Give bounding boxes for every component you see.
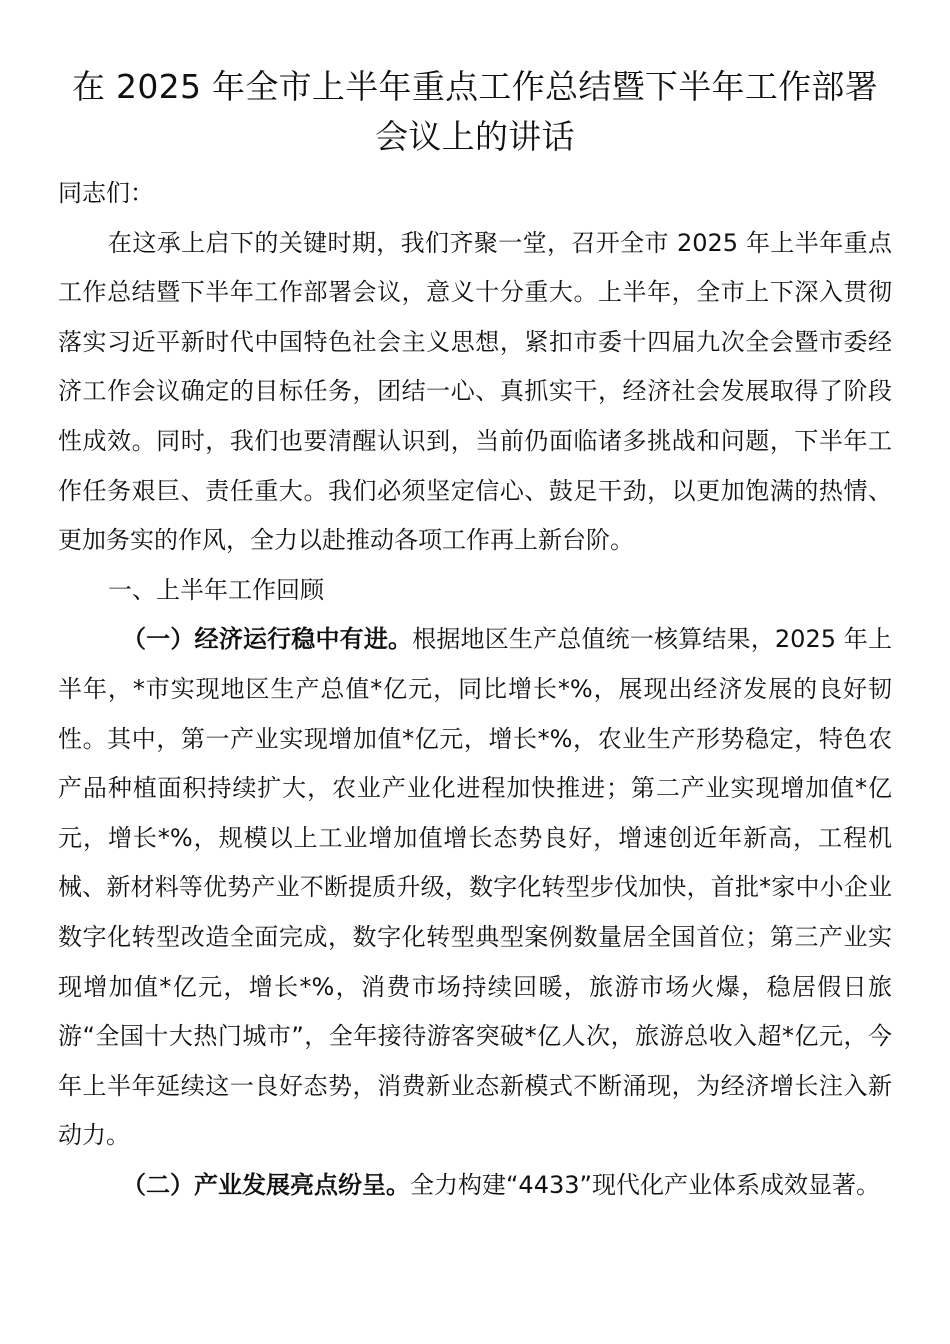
subsection-2-heading: （二）产业发展亮点纷呈。 — [122, 1170, 410, 1199]
subsection-1-paragraph — [58, 615, 892, 1161]
speech-body — [58, 169, 892, 1210]
speech-title: 在 2025 年全市上半年重点工作总结暨下半年工作部署会议上的讲话 — [71, 67, 879, 156]
subsection-2-paragraph — [58, 1161, 892, 1211]
subsection-1-text: 根据地区生产总值统一核算结果，2025 年上半年，*市实现地区生产总值*亿元，同比增长*%，展现出经济发展的良好韧性。其中，第一产业实现增加值*亿元，增长*%，农业生产形势稳定，特色农产品种植面积持续扩大，农业产业化进程加快推进；第二产业实现增加值*亿元，增长*%，规模以上工业增加值增长态势良好，增速创近年新高，工程机械、新材料等优势产业不断提质升级，数字化转型步伐加快，首批*家中小企业数字化转型改造全面完成，数字化转型典型案例数量居全国首位；第三产业实现增加值*亿元，增长*%，消费市场持续回暖，旅游市场火爆，稳居假日旅游“全国十大热门城市”，全年接待游客突破*亿人次，旅游总收入超*亿元，今年上半年延续这一良好态势，消费新业态新模式不断涌现，为经济增长注入新动力。 — [58, 625, 892, 1150]
section-heading: 一、上半年工作回顾 — [108, 575, 324, 604]
intro-paragraph: 在这承上启下的关键时期，我们齐聚一堂，召开全市 2025 年上半年重点工作总结暨下半年工作部署会议，意义十分重大。上半年，全市上下深入贯彻落实习近平新时代中国特色社会主义思想，紧扣市委十四届九次全会暨市委经济工作会议确定的目标任务，团结一心、真抓实干，经济社会发展取得了阶段性成效。同时，我们也要清醒认识到，当前仍面临诸多挑战和问题，下半年工作任务艰巨、责任重大。我们必须坚定信心、鼓足干劲，以更加饱满的热情、更加务实的作风，全力以赴推动各项工作再上新台阶。 — [58, 228, 892, 555]
subsection-2-text: 全力构建“4433”现代化产业体系成效显著。 — [410, 1170, 880, 1199]
subsection-1-heading: （一）经济运行稳中有进。 — [122, 625, 413, 654]
salutation: 同志们： — [58, 179, 154, 207]
